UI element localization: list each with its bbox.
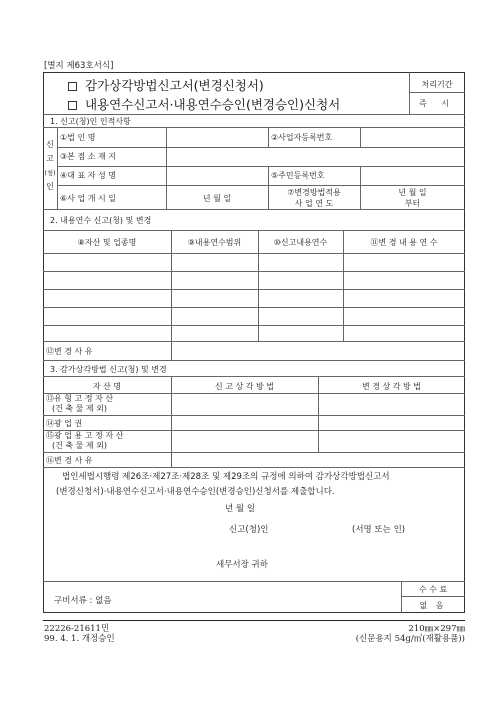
change-method-year-label: ⑦변경방법적용 사 업 연 도 — [287, 188, 341, 208]
processing-period-value: 즉 시 — [419, 99, 455, 108]
section1-title: 1. 신고(청)인 인적사항 — [50, 117, 131, 126]
section3-reason-label: ⑯변 경 사 유 — [46, 456, 93, 465]
section2-title: 2. 내용연수 신고(청) 및 변경 — [50, 216, 152, 225]
checkbox-icon[interactable] — [68, 101, 77, 110]
section2-reason-label: ⑫변 경 사 유 — [46, 347, 93, 356]
mining-rights-label: ⑭광 업 권 — [46, 419, 83, 428]
title-line-1: 감가상각방법신고서(변경신청서) — [68, 76, 264, 94]
useful-life-range-header: ⑨내용연수범위 — [187, 238, 242, 247]
section3-title: 3. 감가상각방법 신고(청) 및 변경 — [50, 365, 167, 374]
reported-method-header: 신 고 상 각 방 법 — [214, 382, 275, 391]
mining-assets-label: ⑮광 업 용 고 정 자 산 (건 축 물 제 외) — [46, 431, 124, 450]
corp-name-label: ①법 인 명 — [60, 133, 96, 142]
reported-useful-life-header: ⑩신고내용연수 — [273, 238, 328, 247]
approval-date: 99. 4. 1. 개정승인 — [44, 634, 115, 644]
title-line-2: 내용연수신고서·내용연수승인(변경승인)신청서 — [68, 95, 340, 113]
fee-value: 없 음 — [419, 601, 447, 610]
changed-useful-life-header: ⑪변 경 내 용 연 수 — [370, 238, 438, 247]
biz-reg-no-label: ②사업자등록번호 — [271, 133, 333, 142]
declaration-line-1: 법인세법시행령 제26조·제27조·제28조 및 제29조의 규정에 의하여 감가상각방법신고서 — [62, 472, 390, 482]
paper-type: (신문용지 54g/㎡(재활용품)) — [355, 634, 465, 644]
declaration-line-2: (변경신청서)·내용연수신고서·내용연수승인(변경승인)신청서를 제출합니다. — [56, 487, 335, 497]
changed-method-header: 변 경 상 각 방 법 — [361, 382, 422, 391]
attachments-label: 구비서류 : 없음 — [54, 596, 112, 606]
asset-name-header: 자 산 명 — [92, 382, 122, 391]
rrn-label: ⑤주민등록번호 — [271, 171, 325, 180]
fee-label: 수 수 료 — [418, 585, 448, 594]
hq-location-label: ③본 점 소 재 지 — [60, 152, 116, 161]
form-number: [별지 제63호서식] — [44, 61, 114, 71]
applicant-label: 신고(청)인 — [229, 525, 269, 535]
rep-name-label: ④대 표 자 성 명 — [60, 171, 116, 180]
tax-office-label: 세무서장 귀하 — [216, 560, 268, 570]
biz-start-label: ⑥사 업 개 시 일 — [60, 194, 116, 203]
change-method-date: 년 월 일 부터 — [398, 188, 427, 208]
applicant-side-label: 신 고 (청) 인 — [44, 140, 56, 191]
checkbox-icon[interactable] — [68, 82, 77, 91]
asset-industry-header: ⑧자산 및 업종명 — [77, 238, 137, 247]
form-code: 22226-21611민 — [44, 624, 110, 634]
biz-start-date: 년 월 일 — [202, 194, 232, 203]
paper-size: 210㎜×297㎜ — [408, 624, 465, 634]
declaration-date: 년 월 일 — [225, 504, 256, 514]
tangible-assets-label: ⑬유 형 고 정 자 산 (건 축 물 제 외) — [46, 394, 114, 413]
processing-period-label: 처리기간 — [421, 80, 453, 89]
signature-label: (서명 또는 인) — [352, 525, 406, 535]
